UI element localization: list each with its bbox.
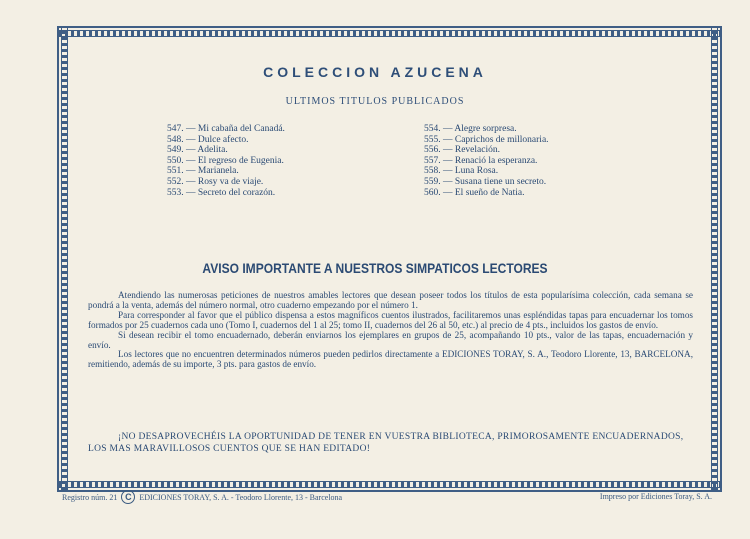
title-item: 550. — El regreso de Eugenia. <box>167 155 284 166</box>
collection-title: COLECCION AZUCENA <box>263 64 487 80</box>
registry-number: Registro núm. 21 <box>62 492 118 502</box>
title-item: 549. — Adelita. <box>167 145 228 156</box>
title-item: 559. — Susana tiene un secreto. <box>424 176 547 187</box>
copyright-icon: C <box>121 490 135 504</box>
title-item: 554. — Alegre sorpresa. <box>424 124 517 134</box>
title-item: 547. — Mi cabaña del Canadá. <box>167 124 285 134</box>
notice-paragraph: Para corresponder al favor que el público dispensa a estos magníficos cuentos ilustrados, facilitaremos unas espléndidas tapas para encuadernar los tomos formados por 25 cuadernos cada uno (Tomo I, cuadernos del 1 al 25; tomo II, cuadernos del 26 al 50, etc.) al precio de 4 pts., incluidos los gastos de envío. <box>88 309 693 330</box>
collection-subtitle: ULTIMOS TITULOS PUBLICADOS <box>285 96 465 107</box>
printer-credit: Impreso por Ediciones Toray, S. A. <box>599 492 712 501</box>
notice-heading: AVISO IMPORTANTE A NUESTROS SIMPATICOS LECTORES <box>202 260 548 276</box>
title-item: 552. — Rosy va de viaje. <box>167 176 264 187</box>
title-item: 558. — Luna Rosa. <box>424 166 499 177</box>
notice-paragraph: Si desean recibir el tomo encuadernado, deberán enviarnos los ejemplares en grupos de 25, acompañando 10 pts., valor de las tapas, encuadernación y envío. <box>88 329 693 350</box>
title-item: 555. — Caprichos de millonaria. <box>424 134 549 145</box>
publisher-address: EDICIONES TORAY, S. A. - Teodoro Llorente, 13 - Barcelona <box>139 492 343 502</box>
title-item: 551. — Marianela. <box>167 166 239 177</box>
footer-registry <box>62 490 342 504</box>
notice-paragraph: Los lectores que no encuentren determinados números pueden pedirlos directamente a EDICIONES TORAY, S. A., Teodoro Llorente, 13, BARCELONA, remitiendo, además de su importe, 3 pts. para gastos de envío. <box>88 349 693 370</box>
notice-body <box>88 291 693 370</box>
title-item: 557. — Renació la esperanza. <box>424 155 538 166</box>
border-top-band <box>59 30 720 37</box>
titles-list-right <box>424 124 549 198</box>
closing-statement: ¡NO DESAPROVECHÉIS LA OPORTUNIDAD DE TENER EN VUESTRA BIBLIOTECA, PRIMOROSAMENTE ENCUADERNADOS, LOS MAS MARAVILLOSOS CUENTOS QUE SE HAN EDITADO! <box>88 432 684 454</box>
title-item: 548. — Dulce afecto. <box>167 134 249 145</box>
border-bottom-band <box>59 481 720 488</box>
title-item: 556. — Revelación. <box>424 145 500 156</box>
title-item: 553. — Secreto del corazón. <box>167 187 276 198</box>
notice-paragraph: Atendiendo las numerosas peticiones de nuestros amables lectores que desean poseer todos los títulos de esta popularísima colección, cada semana se pondrá a la venta, además del número normal, otro cuaderno empezando por el número 1. <box>88 290 693 310</box>
titles-list-left <box>167 124 285 198</box>
title-item: 560. — El sueño de Natia. <box>424 187 525 198</box>
